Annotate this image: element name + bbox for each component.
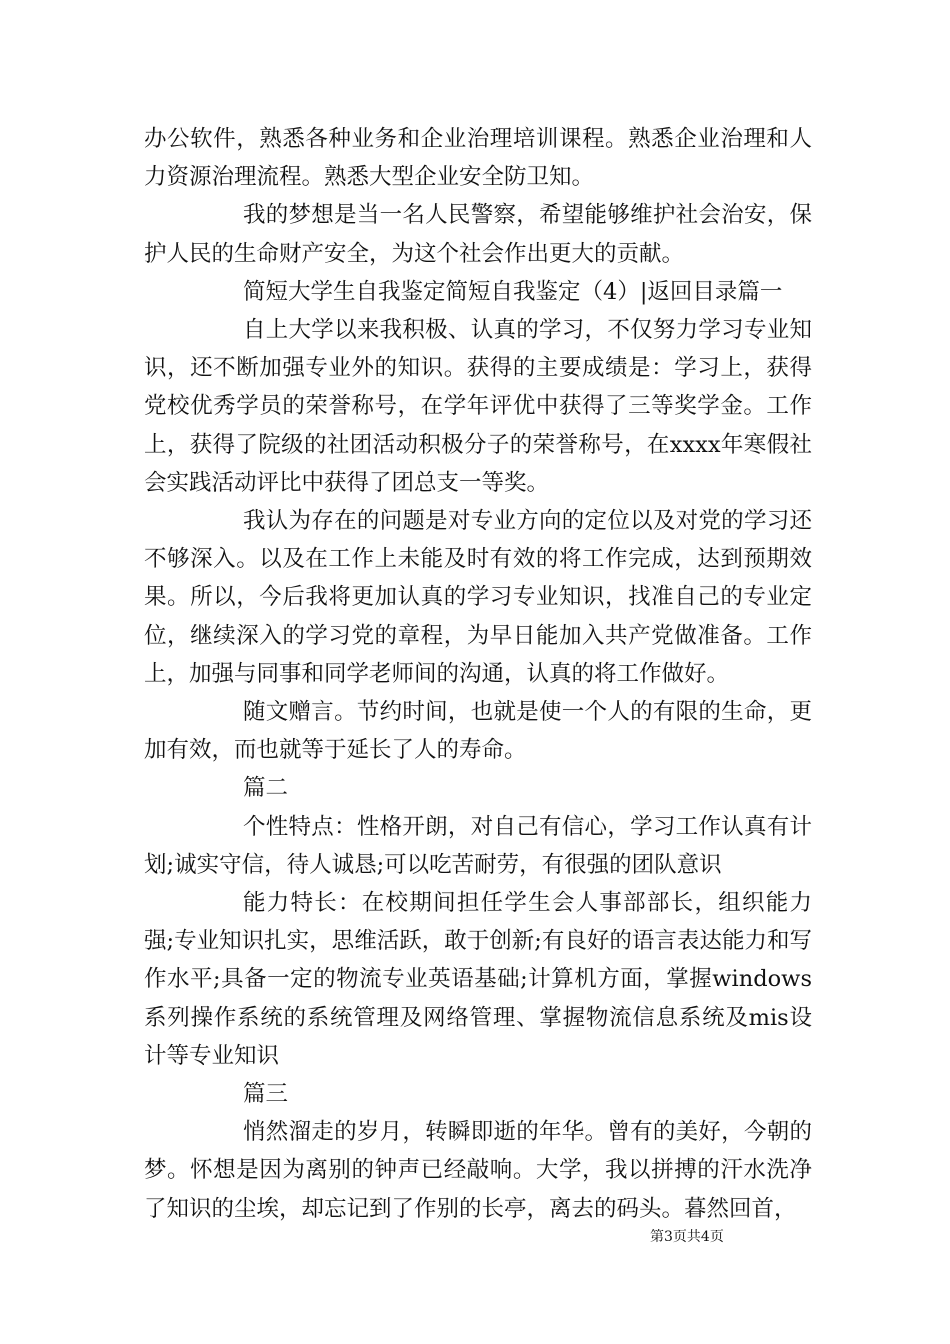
- section-heading-part-three: 篇三: [243, 1081, 289, 1108]
- paragraph-achievements: 自上大学以来我积极、认真的学习，不仅努力学习专业知识，还不断加强专业外的知识。获得的主要成绩是：学习上，获得党校优秀学员的荣誉称号，在学年评优中获得了三等奖学金。工作上，获得了院级的社团活动积极分子的荣誉称号，在xxxx年寒假社会实践活动评比中获得了团总支一等奖。: [144, 317, 812, 496]
- paragraph-problems: 我认为存在的问题是对专业方向的定位以及对党的学习还不够深入。以及在工作上未能及时有效的将工作完成，达到预期效果。所以，今后我将更加认真的学习专业知识，找准自己的专业定位，继续深入的学习党的章程，为早日能加入共产党做准备。工作上，加强与同事和同学老师间的沟通，认真的将工作做好。: [144, 508, 812, 687]
- paragraph-abilities: 能力特长：在校期间担任学生会人事部部长，组织能力强;专业知识扎实，思维活跃，敢于创新;有良好的语言表达能力和写作水平;具备一定的物流专业英语基础;计算机方面，掌握windows系列操作系统的系统管理及网络管理、掌握物流信息系统及mis设计等专业知识: [144, 890, 812, 1069]
- document-body: [144, 120, 812, 1228]
- paragraph-reflection: 悄然溜走的岁月，转瞬即逝的年华。曾有的美好，今朝的梦。怀想是因为离别的钟声已经敲响。大学，我以拼搏的汗水洗净了知识的尘埃，却忘记到了作别的长亭，离去的码头。暮然回首，: [144, 1119, 812, 1222]
- paragraph-dream: 我的梦想是当一名人民警察，希望能够维护社会治安，保护人民的生命财产安全，为这个社会作出更大的贡献。: [144, 202, 812, 267]
- page-number: 第3页共4页: [650, 1229, 724, 1245]
- section-title-line: 简短大学生自我鉴定简短自我鉴定（4）|返回目录篇一: [243, 278, 783, 305]
- paragraph-quote: 随文赠言。节约时间，也就是使一个人的有限的生命，更加有效，而也就等于延长了人的寿命。: [144, 699, 812, 764]
- paragraph-office-skills: 办公软件，熟悉各种业务和企业治理培训课程。熟悉企业治理和人力资源治理流程。熟悉大型企业安全防卫知。: [144, 126, 812, 191]
- paragraph-personality: 个性特点：性格开朗，对自己有信心，学习工作认真有计划;诚实守信，待人诚恳;可以吃苦耐劳，有很强的团队意识: [144, 813, 812, 878]
- section-heading-part-two: 篇二: [243, 775, 289, 802]
